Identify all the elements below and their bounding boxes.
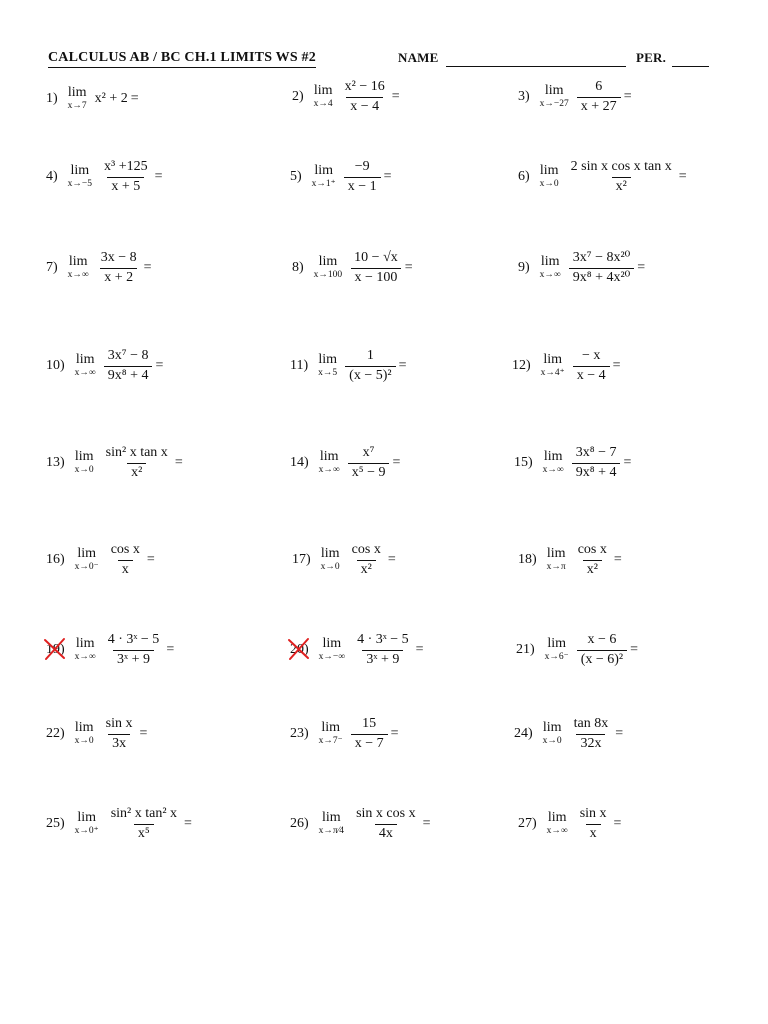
equals-sign: = — [391, 89, 400, 105]
problem-26 — [290, 807, 430, 841]
problem-25 — [46, 807, 192, 841]
limit-operator: lim x→−5 — [67, 163, 93, 190]
problem-number-crossed — [290, 642, 309, 658]
problem-number: 8) — [292, 260, 304, 276]
fraction — [353, 633, 413, 667]
numerator: sin² x tan² x — [110, 806, 178, 821]
fraction — [351, 717, 388, 751]
limit-operator: lim x→7 — [67, 85, 87, 111]
limit-operator: lim x→∞ — [546, 810, 568, 837]
problem-15 — [514, 446, 631, 480]
fraction — [352, 807, 420, 841]
equals-sign: = — [623, 455, 632, 471]
numerator: sin x cos x — [356, 806, 416, 821]
equals-sign: = — [392, 455, 401, 471]
limit-operator: lim x→1⁺ — [311, 163, 336, 190]
period-label: PER. — [636, 50, 667, 65]
limit-operator: lim x→7⁻ — [318, 720, 343, 747]
equals-sign: = — [613, 816, 622, 832]
denominator: x — [586, 824, 601, 842]
problem-23 — [290, 717, 399, 751]
limit-operator: lim x→0⁺ — [74, 810, 99, 837]
denominator: x² — [357, 560, 376, 578]
problem-number: 9) — [518, 260, 530, 276]
problem-number: 3) — [518, 89, 530, 105]
name-label: NAME — [398, 50, 439, 65]
limit-operator: lim x→∞ — [539, 254, 561, 281]
limit-operator: lim x→∞ — [318, 449, 340, 476]
fraction — [104, 349, 153, 383]
problem-19 — [46, 633, 174, 667]
denominator: x − 4 — [346, 97, 383, 115]
problem-number: 24) — [514, 726, 533, 742]
problem-number: 4) — [46, 169, 58, 185]
problem-1 — [46, 86, 139, 112]
fraction — [107, 807, 181, 841]
problem-6 — [518, 160, 687, 194]
equals-sign: = — [155, 358, 164, 374]
fraction — [104, 633, 164, 667]
denominator: x² — [127, 463, 146, 481]
numerator: 3x⁷ − 8 — [107, 348, 149, 363]
equals-sign: = — [383, 169, 392, 185]
limit-operator: lim x→100 — [313, 254, 343, 281]
problem-number: 23) — [290, 726, 309, 742]
problem-number: 21) — [516, 642, 535, 658]
problem-number: 26) — [290, 816, 309, 832]
denominator: x − 1 — [344, 177, 381, 195]
denominator: x — [118, 560, 133, 578]
problem-number: 11) — [290, 358, 309, 374]
fraction — [341, 80, 389, 114]
problem-number: 17) — [292, 552, 311, 568]
denominator: x − 7 — [351, 734, 388, 752]
fraction — [348, 543, 385, 577]
equals-sign: = — [630, 642, 639, 658]
limit-operator: lim x→0 — [74, 449, 94, 476]
problem-21 — [516, 633, 638, 667]
fraction — [574, 543, 611, 577]
fraction — [573, 349, 610, 383]
equals-sign: = — [637, 260, 646, 276]
problem-16 — [46, 543, 155, 577]
fraction — [102, 446, 172, 480]
denominator: (x − 6)² — [577, 650, 627, 668]
numerator: 1 — [366, 348, 374, 363]
limit-operator: lim x→π — [546, 546, 566, 573]
numerator: x − 6 — [587, 632, 617, 647]
name-blank-line — [446, 66, 626, 67]
denominator: x − 100 — [351, 268, 402, 286]
equals-sign: = — [615, 726, 624, 742]
denominator: 3ˣ + 9 — [113, 650, 154, 668]
denominator: 9x⁸ + 4 — [572, 463, 621, 481]
problem-7 — [46, 251, 152, 285]
problem-number: 10) — [46, 358, 65, 374]
problem-2 — [292, 80, 400, 114]
equals-sign: = — [398, 358, 407, 374]
denominator: x⁵ — [134, 824, 154, 842]
problem-number: 1) — [46, 90, 58, 106]
denominator: x + 2 — [100, 268, 137, 286]
limit-operator: lim x→4⁺ — [540, 352, 565, 379]
fraction — [97, 251, 141, 285]
fraction — [100, 160, 152, 194]
problem-number: 27) — [518, 816, 537, 832]
denominator: 4x — [375, 824, 397, 842]
problem-27 — [518, 807, 621, 841]
fraction — [102, 717, 137, 751]
equals-sign: = — [613, 552, 622, 568]
numerator: 4 · 3ˣ − 5 — [107, 632, 160, 647]
numerator: − x — [581, 348, 601, 363]
denominator: x + 5 — [107, 177, 144, 195]
numerator: 15 — [362, 716, 377, 731]
denominator: 9x⁸ + 4x²⁰ — [569, 268, 635, 286]
numerator: sin² x tan x — [105, 445, 168, 460]
fraction — [577, 80, 621, 114]
denominator: x⁵ − 9 — [348, 463, 390, 481]
problem-14 — [290, 446, 400, 480]
fraction — [344, 160, 381, 194]
denominator: x² — [612, 177, 631, 195]
worksheet-title: CALCULUS AB / BC CH.1 LIMITS WS #2 — [48, 50, 316, 68]
equals-sign: = — [387, 552, 396, 568]
problem-number: 16) — [46, 552, 65, 568]
numerator: x⁷ — [362, 445, 375, 460]
limit-operator: lim x→∞ — [74, 352, 96, 379]
problem-number: 5) — [290, 169, 302, 185]
problem-number: 15) — [514, 455, 533, 471]
equals-sign: = — [146, 552, 155, 568]
numerator: 2 sin x cos x tan x — [570, 159, 672, 174]
problem-number: 25) — [46, 816, 65, 832]
problem-20 — [290, 633, 424, 667]
numerator: tan 8x — [573, 716, 609, 731]
numerator: 3x⁷ − 8x²⁰ — [572, 250, 631, 265]
problem-number: 19) — [46, 642, 65, 658]
problem-12 — [512, 349, 621, 383]
equals-sign: = — [143, 260, 152, 276]
limit-operator: lim x→0 — [539, 163, 559, 190]
fraction — [576, 807, 611, 841]
problem-number: 6) — [518, 169, 530, 185]
fraction — [567, 160, 676, 194]
equals-sign: = — [184, 816, 192, 832]
equals-sign: = — [139, 726, 148, 742]
expression: x² + 2 — [94, 90, 128, 106]
problem-10 — [46, 349, 163, 383]
equals-sign: = — [623, 89, 632, 105]
problem-8 — [292, 251, 413, 285]
numerator: cos x — [110, 542, 140, 557]
problem-17 — [292, 543, 396, 577]
fraction — [348, 446, 390, 480]
problem-number: 14) — [290, 455, 309, 471]
limit-operator: lim x→−27 — [539, 83, 569, 110]
fraction — [107, 543, 144, 577]
numerator: cos x — [577, 542, 607, 557]
equals-sign: = — [154, 169, 163, 185]
limit-operator: lim x→0⁻ — [74, 546, 99, 573]
limit-operator: lim x→0 — [320, 546, 340, 573]
period-blank-line — [672, 66, 709, 67]
denominator: 9x⁸ + 4 — [104, 366, 153, 384]
numerator: 10 − √x — [354, 250, 398, 265]
fraction — [350, 251, 402, 285]
limit-operator: lim x→0 — [542, 720, 562, 747]
denominator: x − 4 — [573, 366, 610, 384]
problem-number: 18) — [518, 552, 537, 568]
equals-sign: = — [130, 90, 139, 106]
fraction — [345, 349, 395, 383]
equals-sign: = — [404, 260, 413, 276]
problem-13 — [46, 446, 183, 480]
numerator: sin x — [105, 716, 133, 731]
problem-number: 22) — [46, 726, 65, 742]
fraction — [577, 633, 627, 667]
denominator: x + 27 — [577, 97, 621, 115]
equals-sign: = — [678, 169, 687, 185]
fraction — [570, 717, 613, 751]
numerator: 4 · 3ˣ − 5 — [357, 632, 409, 647]
numerator: x² − 16 — [344, 79, 385, 94]
limit-operator: lim x→∞ — [67, 254, 89, 281]
problem-number: 20) — [290, 642, 309, 658]
limit-operator: lim x→∞ — [74, 636, 96, 663]
numerator: 3x⁸ − 7 — [575, 445, 617, 460]
problem-24 — [514, 717, 623, 751]
denominator: 3x — [108, 734, 130, 752]
denominator: (x − 5)² — [345, 366, 395, 384]
numerator: x³ +125 — [104, 159, 148, 174]
equals-sign: = — [166, 642, 175, 658]
equals-sign: = — [612, 358, 621, 374]
problem-number-crossed — [46, 642, 65, 658]
numerator: sin x — [579, 806, 607, 821]
problem-number: 13) — [46, 455, 65, 471]
numerator: 3x − 8 — [100, 250, 137, 265]
problem-11 — [290, 349, 406, 383]
fraction — [569, 251, 635, 285]
numerator: cos x — [351, 542, 381, 557]
denominator: x² — [583, 560, 602, 578]
problem-9 — [518, 251, 645, 285]
denominator: 32x — [576, 734, 605, 752]
problem-number: 7) — [46, 260, 58, 276]
problem-4 — [46, 160, 163, 194]
equals-sign: = — [390, 726, 399, 742]
problem-18 — [518, 543, 622, 577]
limit-operator: lim x→4 — [313, 83, 333, 110]
problem-number: 2) — [292, 89, 304, 105]
problem-number: 12) — [512, 358, 531, 374]
limit-operator: lim x→π⁄4 — [318, 810, 345, 837]
numerator: −9 — [354, 159, 370, 174]
problem-3 — [518, 80, 632, 114]
equals-sign: = — [174, 455, 183, 471]
limit-operator: lim x→∞ — [542, 449, 564, 476]
limit-operator: lim x→5 — [318, 352, 338, 379]
limit-operator: lim x→6⁻ — [544, 636, 569, 663]
denominator: 3ˣ + 9 — [362, 650, 403, 668]
limit-operator: lim x→−∞ — [318, 636, 346, 663]
fraction — [572, 446, 621, 480]
equals-sign: = — [415, 642, 424, 658]
problem-5 — [290, 160, 392, 194]
problem-22 — [46, 717, 147, 751]
equals-sign: = — [422, 816, 431, 832]
numerator: 6 — [595, 79, 603, 94]
limit-operator: lim x→0 — [74, 720, 94, 747]
